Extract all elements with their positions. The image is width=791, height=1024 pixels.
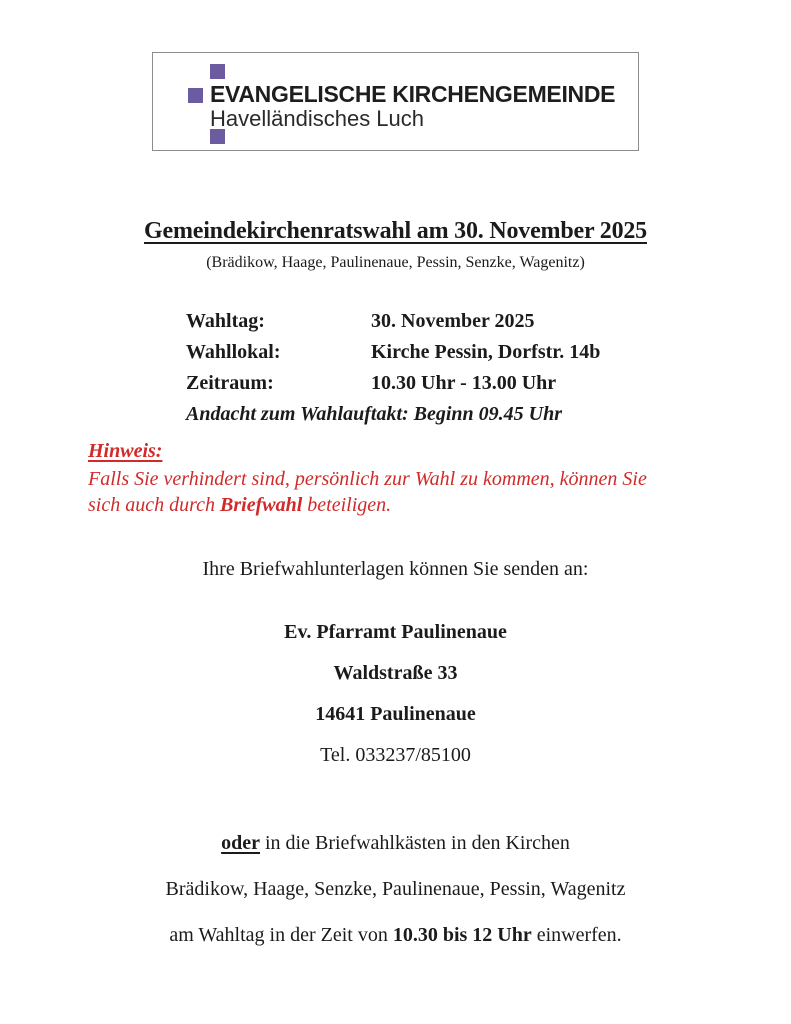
logo-square-top-icon xyxy=(210,64,225,79)
alternative-line1-rest: in die Briefwahlkästen in den Kirchen xyxy=(259,832,570,854)
detail-value: 30. November 2025 xyxy=(371,310,535,332)
alternative-option xyxy=(0,820,791,958)
detail-value: Kirche Pessin, Dorfstr. 14b xyxy=(371,341,601,363)
logo-subtitle: Havelländisches Luch xyxy=(210,106,425,131)
notice-block xyxy=(88,438,647,518)
postal-address xyxy=(0,612,791,776)
page-subtitle: (Brädikow, Haage, Paulinenaue, Pessin, Senzke, Wagenitz) xyxy=(206,254,585,271)
notice-line-1: Falls Sie verhindert sind, persönlich zur Wahl zu kommen, können Sie xyxy=(88,468,647,490)
church-logo xyxy=(152,52,639,151)
address-recipient: Ev. Pfarramt Paulinenaue xyxy=(284,621,507,643)
address-street: Waldstraße 33 xyxy=(333,662,458,684)
mail-intro-text: Ihre Briefwahlunterlagen können Sie senden an: xyxy=(202,558,589,580)
oder-emphasis: oder xyxy=(221,832,260,854)
detail-row-wahllokal xyxy=(186,337,600,368)
notice-line2-after: beteiligen. xyxy=(302,494,392,516)
notice-heading xyxy=(88,438,647,464)
notice-line2-before: sich auch durch xyxy=(88,494,221,516)
alternative-line3-before: am Wahltag in der Zeit von xyxy=(169,924,393,946)
devotion-note: Andacht zum Wahlauftakt: Beginn 09.45 Uhr xyxy=(186,403,563,425)
alternative-line-2: Brädikow, Haage, Senzke, Paulinenaue, Pessin, Wagenitz xyxy=(165,878,626,900)
notice-line-2 xyxy=(88,492,647,518)
address-phone: Tel. 033237/85100 xyxy=(320,744,471,766)
notice-heading-text: Hinweis: xyxy=(88,440,163,462)
election-details xyxy=(186,306,600,430)
alternative-line3-after: einwerfen. xyxy=(531,924,622,946)
logo-title: EVANGELISCHE KIRCHENGEMEINDE xyxy=(210,81,616,107)
alternative-line-3 xyxy=(0,912,791,958)
detail-value: 10.30 Uhr - 13.00 Uhr xyxy=(371,372,557,394)
alternative-line-1 xyxy=(0,820,791,866)
notice-briefwahl-emphasis: Briefwahl xyxy=(220,494,303,516)
detail-row-wahltag xyxy=(186,306,600,337)
page-title-text: Gemeindekirchenratswahl am 30. November 2025 xyxy=(144,218,647,244)
detail-row-zeitraum xyxy=(186,368,600,399)
page-title xyxy=(0,218,791,245)
detail-label: Zeitraum: xyxy=(186,372,274,394)
detail-label: Wahllokal: xyxy=(186,341,281,363)
address-city: 14641 Paulinenaue xyxy=(315,703,476,725)
time-emphasis: 10.30 bis 12 Uhr xyxy=(392,924,532,946)
logo-square-left-icon xyxy=(188,88,203,103)
detail-label: Wahltag: xyxy=(186,310,265,332)
